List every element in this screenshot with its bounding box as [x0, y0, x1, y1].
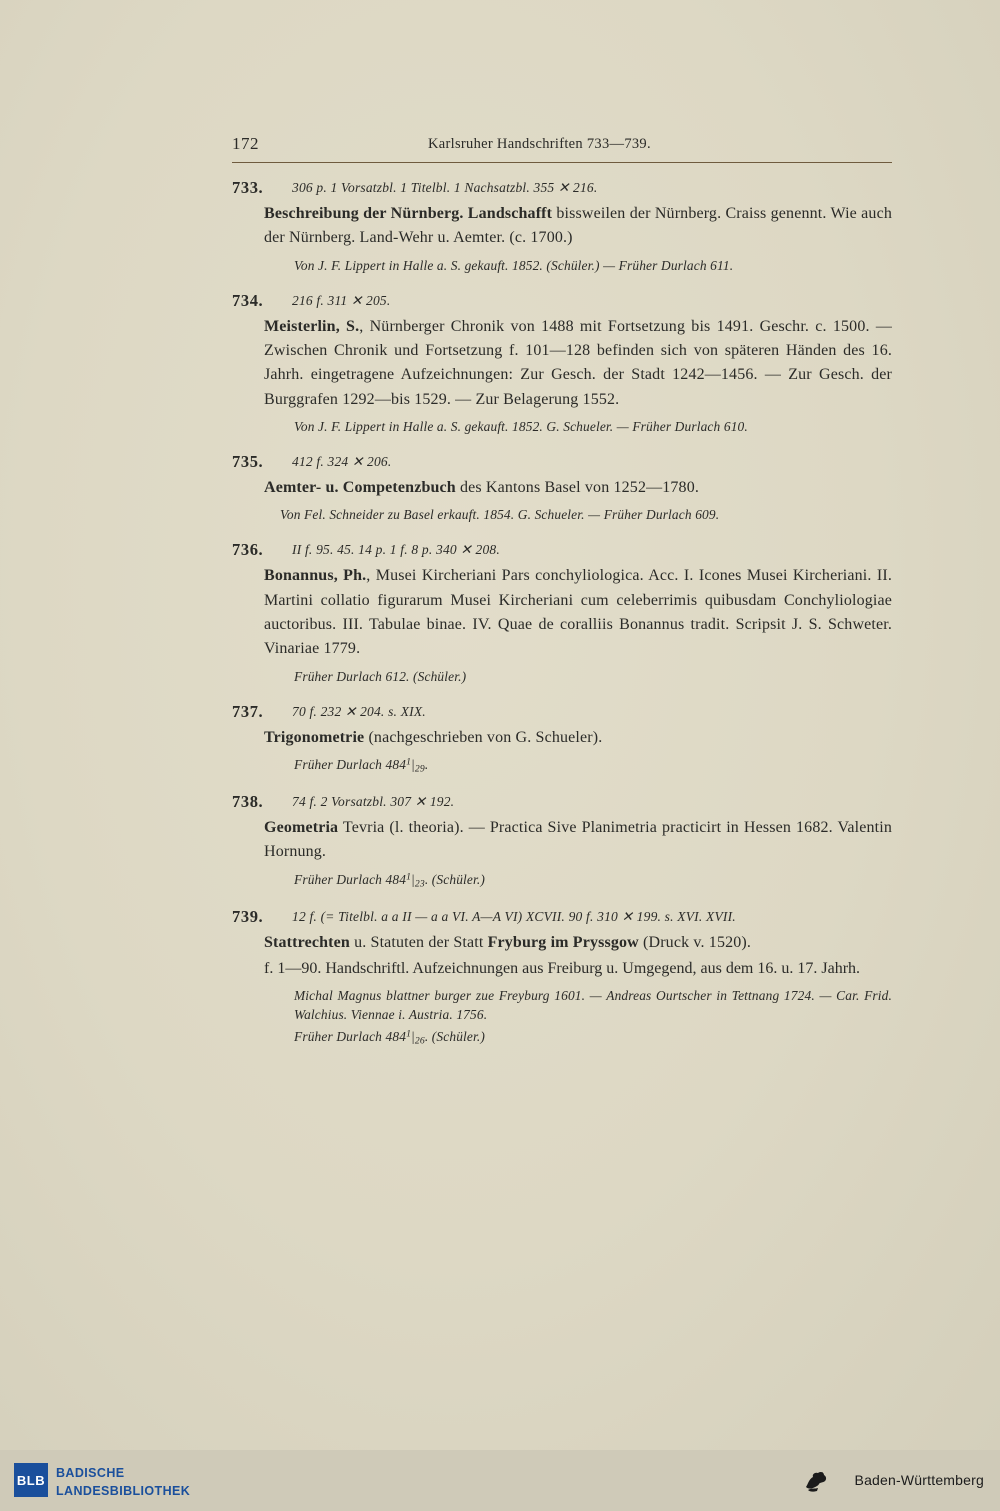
note-superscript: 1 — [406, 756, 412, 768]
state-name: Baden-Württemberg — [854, 1472, 984, 1488]
entry-provenance-note: Früher Durlach $484^1|_{29}$. — [294, 756, 429, 775]
entry-provenance-note: Von J. F. Lippert in Halle a. S. gekauft. 1852. (Schüler.) — Früher Durlach 611. — [294, 257, 734, 273]
entry-body — [264, 202, 892, 251]
entry-collation: 306 p. 1 Vorsatzbl. 1 Titelbl. 1 Nachsatzbl. 355 ✕ 216. — [292, 180, 598, 195]
entry-collation: 12 f. (= Titelbl. a a II — a a VI. A—A VI) XCVII. 90 f. 310 ✕ 199. s. XVI. XVII. — [292, 908, 736, 924]
header-rule — [232, 162, 892, 163]
running-head — [232, 132, 892, 162]
note-text: Früher Durlach 484 — [294, 871, 407, 887]
entry-description-tail: (Druck v. 1520). — [638, 933, 752, 951]
entry-number: 737. — [232, 701, 264, 721]
entry-provenance-note: Früher Durlach 612. (Schüler.) — [294, 668, 467, 684]
entry-description: bissweilen der Nürnberg. Craiss genennt. Wie auch der Nürnberg. Land-Wehr u. Aemter. (c. 1700.) — [264, 205, 892, 247]
note-text: Früher Durlach 484 — [294, 756, 407, 772]
catalog-entry — [232, 907, 892, 1049]
entry-number: 733. — [232, 178, 264, 197]
page-number: 172 — [232, 134, 259, 153]
entry-provenance-note-secondary: Früher Durlach $484^1|_{26}$. (Schüler.) — [294, 1029, 485, 1047]
entry-provenance-note: Michal Magnus blattner burger zue Freyburg 1601. — Andreas Ourtscher in Tettnang 1724. — Car. Frid. Walchius. Viennae i. Austria. 1756. — [294, 988, 892, 1023]
entry-number: 736. — [232, 540, 264, 560]
griffin-crest-icon — [802, 1466, 832, 1496]
entry-header — [232, 452, 892, 473]
entry-title: Meisterlin, S. — [264, 317, 360, 335]
note-superscript: 1 — [406, 1029, 412, 1041]
entry-number: 735. — [232, 451, 264, 471]
entry-title: Stattrechten — [264, 933, 350, 951]
entry-header — [232, 540, 892, 561]
entry-body — [264, 564, 892, 661]
entry-body — [264, 476, 892, 500]
running-head-title: Karlsruher Handschriften 733—739. — [428, 136, 651, 152]
catalog-entry — [232, 291, 892, 436]
entry-number: 738. — [232, 791, 264, 811]
entry-description: des Kantons Basel von 1252—1780. — [455, 478, 700, 496]
entry-header — [232, 291, 892, 312]
entry-header — [232, 792, 892, 813]
note-tail: . (Schüler.) — [424, 1029, 485, 1045]
entry-title: Bonannus, Ph. — [264, 567, 367, 585]
entry-title-secondary: Fryburg im Pryssgow — [487, 933, 639, 951]
entry-header — [232, 907, 892, 928]
entry-title: Aemter- u. Competenzbuch — [264, 478, 456, 496]
library-name — [56, 1464, 190, 1500]
entry-collation: 216 f. 311 ✕ 205. — [292, 292, 391, 308]
entry-body — [264, 931, 892, 955]
blb-logo[interactable]: BLB — [14, 1463, 48, 1497]
catalog-entry — [232, 702, 892, 776]
entry-description: (nachgeschrieben von G. Schueler). — [364, 728, 603, 746]
entry-description: , Nürnberger Chronik von 1488 mit Fortsetzung bis 1491. Geschr. c. 1500. — Zwischen Chronik und Fortsetzung f. 101—128 befinden sich von späteren Händen des 16. Jahrh. eingetragene Aufzeichnungen: Zur Gesch. der Stadt 1242—1456. — Zur Gesch. der Burggrafen 1292—bis 1529. — Zur Belagerung 1552. — [264, 317, 892, 408]
note-subscript: 29 — [414, 763, 425, 775]
catalog-entry — [232, 452, 892, 524]
entry-title: Beschreibung der Nürnberg. Landschafft — [264, 205, 553, 222]
entry-header — [232, 178, 892, 199]
entry-description: Tevria (l. theoria). — Practica Sive Planimetria practicirt in Hessen 1682. Valentin Hornung. — [264, 818, 892, 861]
entry-provenance-note: Von J. F. Lippert in Halle a. S. gekauft. 1852. G. Schueler. — Früher Durlach 610. — [294, 418, 748, 434]
entry-title: Trigonometrie — [264, 728, 365, 746]
entry-body — [264, 816, 892, 865]
catalog-entry — [232, 178, 892, 275]
note-tail: . (Schüler.) — [424, 871, 485, 887]
entry-collation: 412 f. 324 ✕ 206. — [292, 453, 392, 469]
note-subscript: 26 — [414, 1035, 425, 1047]
entry-collation: 70 f. 232 ✕ 204. s. XIX. — [292, 703, 426, 719]
library-name-line1: BADISCHE — [56, 1466, 125, 1480]
entry-description: , Musei Kircheriani Pars conchyliologica. Acc. I. Icones Musei Kircheriani. II. Martini collatio figurarum Musei Kircheriani cum celeberrimis quibusdam Conchyliologiae auctoribus. III. Tabulae binae. IV. Quae de coralliis Bonannus tradit. Scripsit J. S. Schweter. Vinariae 1779. — [264, 567, 892, 658]
library-name-line2: LANDESBIBLIOTHEK — [56, 1484, 191, 1499]
note-tail: . — [424, 756, 429, 772]
page-content — [232, 132, 892, 1048]
entry-provenance-note: Von Fel. Schneider zu Basel erkauft. 1854. G. Schueler. — Früher Durlach 609. — [280, 507, 720, 523]
entry-collation: II f. 95. 45. 14 p. 1 f. 8 p. 340 ✕ 208. — [292, 542, 500, 558]
entry-description: u. Statuten der Statt — [349, 933, 488, 951]
viewer-footer — [0, 1450, 1000, 1511]
entry-number: 734. — [232, 290, 264, 310]
entry-body — [264, 726, 892, 750]
note-subscript: 23 — [414, 878, 425, 889]
entry-provenance-note: Früher Durlach $484^1|_{23}$. (Schüler.) — [294, 871, 485, 889]
entry-number: 739. — [232, 906, 264, 926]
catalog-entry — [232, 792, 892, 891]
entry-title: Geometria — [264, 818, 339, 836]
note-superscript: 1 — [406, 871, 412, 883]
catalog-entry — [232, 540, 892, 685]
entry-header — [232, 702, 892, 723]
entry-collation: 74 f. 2 Vorsatzbl. 307 ✕ 192. — [292, 793, 455, 809]
note-text: Früher Durlach 484 — [294, 1029, 407, 1045]
entry-additional-paragraph: f. 1—90. Handschriftl. Aufzeichnungen aus Freiburg u. Umgegend, aus dem 16. u. 17. Jahrh. — [264, 960, 861, 977]
entry-body — [264, 315, 892, 412]
